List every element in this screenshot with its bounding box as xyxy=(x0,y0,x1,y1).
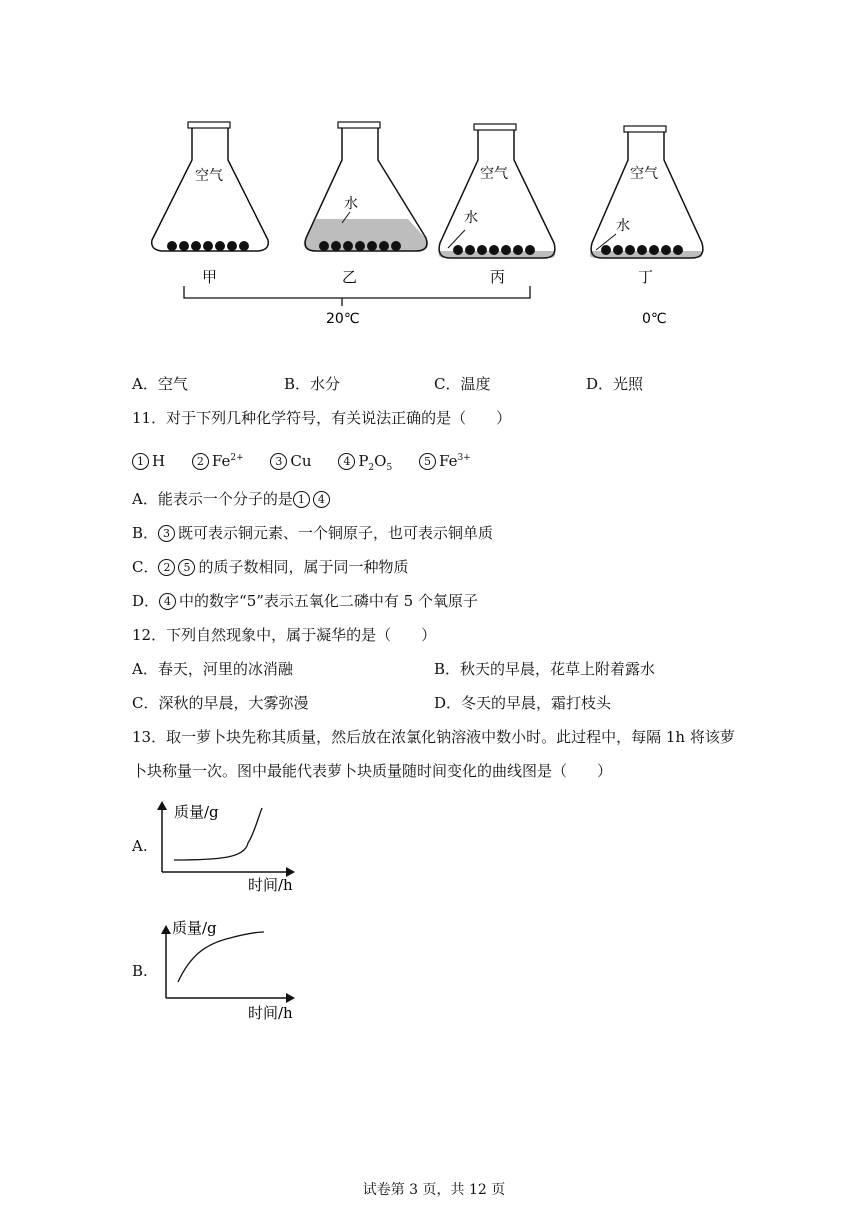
x-axis-label: 时间/h xyxy=(248,1004,293,1022)
q11-option-c[interactable]: C． 2 5 的质子数相同，属于同一种物质 xyxy=(132,558,409,576)
q11-option-d[interactable]: D． 4 中的数字“5”表示五氧化二磷中有 5 个氧原子 xyxy=(132,592,478,610)
q12-option-a[interactable]: A．春天，河里的冰消融 xyxy=(132,660,293,678)
flask-name: 丙 xyxy=(490,268,506,286)
graph-b xyxy=(150,914,310,1024)
temperature-bracket xyxy=(184,286,530,306)
q11-symbols xyxy=(132,448,493,478)
q12-stem: 12．下列自然现象中，属于凝华的是（ ） xyxy=(132,626,437,644)
water-label: 水 xyxy=(344,196,358,212)
q11-option-b[interactable]: B． 3 既可表示铜元素、一个铜原子，也可表示铜单质 xyxy=(132,524,494,542)
q13-stem-line1: 13．取一萝卜块先称其质量，然后放在浓氯化钠溶液中数小时。此过程中，每隔 1h 将该萝 xyxy=(132,728,735,746)
graph-a xyxy=(150,798,310,894)
water-label: 水 xyxy=(464,210,478,226)
temperature-label-20: 20℃ xyxy=(326,311,360,327)
q13-option-b[interactable]: B. xyxy=(132,962,148,980)
q10-option-a[interactable]: A．空气 xyxy=(132,375,188,393)
flask-experiment-figure xyxy=(140,110,740,335)
q10-option-c[interactable]: C．温度 xyxy=(434,375,491,393)
graph-b-curve xyxy=(178,932,264,982)
seed-row xyxy=(167,241,249,251)
air-label: 空气 xyxy=(195,168,223,184)
symbol-3: 3 Cu xyxy=(270,452,311,470)
y-axis-label: 质量/g xyxy=(172,919,217,937)
q12-option-b[interactable]: B．秋天的早晨，花草上附着露水 xyxy=(434,660,656,678)
symbol-1: 1 H xyxy=(132,452,165,470)
air-label: 空气 xyxy=(480,166,508,182)
q12-option-d[interactable]: D．冬天的早晨，霜打枝头 xyxy=(434,694,612,712)
symbol-4: 4 $P_2O_5$ xyxy=(338,452,392,470)
q11-option-a[interactable]: A．能表示一个分子的是 1 4 xyxy=(132,489,333,509)
q11-stem: 11．对于下列几种化学符号，有关说法正确的是（ ） xyxy=(132,409,512,427)
q13-option-a[interactable]: A. xyxy=(132,837,148,855)
q12-option-c[interactable]: C．深秋的早晨，大雾弥漫 xyxy=(132,694,309,712)
symbol-5: 5 $Fe^{3+}$ xyxy=(419,452,471,470)
flask-name: 丁 xyxy=(638,268,654,286)
flask-name: 乙 xyxy=(342,268,358,286)
flask-jia xyxy=(152,122,269,286)
air-label: 空气 xyxy=(630,166,658,182)
q10-option-b[interactable]: B．水分 xyxy=(284,375,341,393)
x-axis-label: 时间/h xyxy=(248,876,293,894)
symbol-2: 2 $Fe^{2+}$ xyxy=(192,452,244,470)
q10-option-d[interactable]: D．光照 xyxy=(586,375,644,393)
temperature-label-0: 0℃ xyxy=(642,311,667,327)
q13-stem-line2: 卜块称量一次。图中最能代表萝卜块质量随时间变化的曲线图是（ ） xyxy=(132,762,613,780)
page-footer: 试卷第 3 页，共 12 页 xyxy=(362,1182,506,1198)
y-axis-label: 质量/g xyxy=(174,803,219,821)
flask-name: 甲 xyxy=(202,268,218,286)
flask-ding xyxy=(590,126,703,286)
flask-yi xyxy=(304,122,429,286)
flask-bing xyxy=(439,124,556,286)
water-label: 水 xyxy=(616,218,630,234)
